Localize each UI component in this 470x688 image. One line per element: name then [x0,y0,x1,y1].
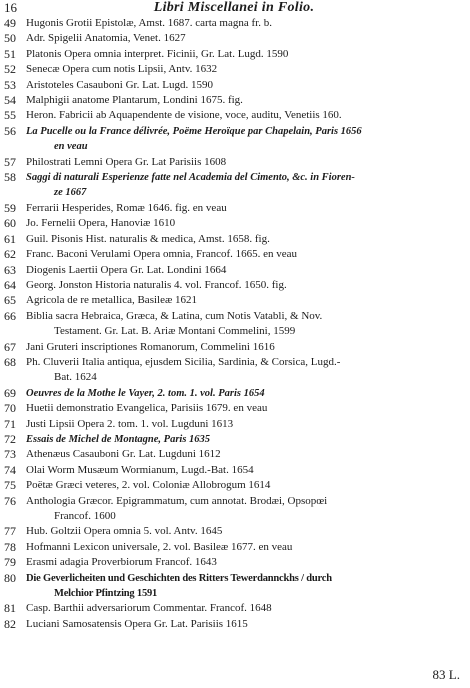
entry-text [26,263,466,278]
catalogue-entry [4,401,466,416]
entry-number: 64 [4,277,16,292]
entry-text [26,216,466,231]
entry-text [26,93,466,108]
catalogue-entry [4,293,466,308]
entry-number: 79 [4,555,16,570]
entry-line: Adr. Spigelii Anatomia, Venet. 1627 [26,32,186,45]
catalogue-entry [4,463,466,478]
entry-continuation-line: Melchior Pfintzing 1591 [54,588,158,600]
catalogue-entry [4,263,466,278]
entry-line: Heron. Fabricii ab Aquapendente de visione, voce, auditu, Venetiis 160. [26,109,342,122]
entry-number: 65 [4,293,16,308]
catalogue-entry [4,216,466,231]
entry-line: Huetii demonstratio Evangelica, Parisiis 1679. en veau [26,402,268,415]
entry-number: 57 [4,154,16,169]
entry-text [26,386,466,401]
entry-number: 80 [4,570,16,585]
catalogue-entry [4,108,466,123]
catalogue-entry [4,201,466,216]
entry-line: Athenæus Casauboni Gr. Lat. Lugduni 1612 [26,448,221,461]
catalogue-entry [4,47,466,62]
catalogue-entry [4,340,466,355]
entry-number: 60 [4,216,16,231]
entry-text [26,78,466,93]
entry-line: Platonis Opera omnia interpret. Ficinii, Gr. Lat. Lugd. 1590 [26,47,289,60]
entry-number: 53 [4,77,16,92]
entry-number: 74 [4,462,16,477]
entry-number: 67 [4,339,16,354]
entry-text [26,540,466,555]
entry-text [26,463,466,478]
entry-line: Erasmi adagia Proverbiorum Francof. 1643 [26,556,217,569]
entry-line: Oeuvres de la Mothe le Vayer, 2. tom. 1. vol. Paris 1654 [26,387,265,399]
entry-line: Essais de Michel de Montagne, Paris 1635 [26,433,211,445]
catalogue-entry [4,524,466,539]
catalogue-entry [4,447,466,462]
entry-number: 73 [4,447,16,462]
entry-continuation-line: Francof. 1600 [54,510,116,522]
catalogue-entry [4,571,466,602]
catalogue-entry [4,278,466,293]
catalogue-entry [4,170,466,201]
entry-text [26,278,466,293]
catalogue-entry [4,417,466,432]
entry-number: 56 [4,123,16,138]
entry-text [26,170,466,201]
entry-text [26,47,466,62]
entry-continuation-line: ze 1667 [54,187,87,199]
entry-text [26,494,466,525]
entry-line: Olai Worm Musæum Wormianum, Lugd.-Bat. 1654 [26,463,254,476]
catalogue-entry [4,155,466,170]
entry-number: 63 [4,262,16,277]
entry-line: Die Geverlicheiten und Geschichten des Ritters Tewerdannckhs / durch [26,572,332,584]
entry-line: Ferrarii Hesperides, Romæ 1646. fig. en veau [26,201,227,214]
catchword: 83 L. [432,667,460,682]
catalogue-entry [4,31,466,46]
entry-number: 50 [4,31,16,46]
catalogue-entry-list [4,16,466,632]
entry-number: 77 [4,524,16,539]
entry-line: Agricola de re metallica, Basileæ 1621 [26,294,198,307]
entry-text [26,247,466,262]
entry-text [26,571,466,602]
running-title: Libri Miscellanei in Folio. [153,0,315,15]
entry-line: Ph. Cluverii Italia antiqua, ejusdem Sicilia, Sardinia, & Corsica, Lugd.- [26,355,341,368]
catalogue-entry [4,16,466,31]
entry-number: 66 [4,308,16,323]
entry-text [26,62,466,77]
catalogue-entry [4,309,466,340]
catalogue-entry [4,617,466,632]
entry-text [26,617,466,632]
entry-line: Franc. Baconi Verulami Opera omnia, Francof. 1665. en veau [26,248,298,261]
catalogue-entry [4,232,466,247]
entry-number: 59 [4,200,16,215]
entry-line: Guil. Pisonis Hist. naturalis & medica, Amst. 1658. fig. [26,232,270,245]
entry-continuation-line: Bat. 1624 [54,371,97,384]
entry-line: Poëtæ Græci veteres, 2. vol. Coloniæ Allobrogum 1614 [26,479,271,492]
entry-continuation-line: Testament. Gr. Lat. B. Ariæ Montani Commelini, 1599 [54,325,296,338]
entry-number: 69 [4,385,16,400]
entry-line: Philostrati Lemni Opera Gr. Lat Parisiis 1608 [26,155,227,168]
entry-number: 49 [4,16,16,30]
entry-line: Biblia sacra Hebraica, Græca, & Latina, cum Notis Vatabli, & Nov. [26,309,323,322]
catalogue-entry [4,247,466,262]
catalogue-entry [4,540,466,555]
page-number: 16 [4,0,17,15]
entry-text [26,309,466,340]
entry-line: Jo. Fernelii Opera, Hanoviæ 1610 [26,217,176,230]
entry-line: Georg. Jonston Historia naturalis 4. vol. Francof. 1650. fig. [26,278,287,291]
entry-text [26,478,466,493]
catalogue-entry [4,124,466,155]
entry-number: 72 [4,431,16,446]
entry-number: 62 [4,247,16,262]
entry-line: Luciani Samosatensis Opera Gr. Lat. Parisiis 1615 [26,617,248,630]
entry-number: 75 [4,478,16,493]
entry-line: Justi Lipsii Opera 2. tom. 1. vol. Lugduni 1613 [26,417,234,430]
catalogue-entry [4,355,466,386]
entry-text [26,232,466,247]
entry-text [26,31,466,46]
entry-line: Malphigii anatome Plantarum, Londini 1675. fig. [26,94,243,107]
entry-text [26,108,466,123]
catalogue-entry [4,386,466,401]
entry-text [26,524,466,539]
entry-line: Saggi di naturali Esperienze fatte nel Academia del Cimento, &c. in Fioren- [26,172,355,184]
entry-text [26,601,466,616]
entry-number: 61 [4,231,16,246]
entry-line: Hofmanni Lexicon universale, 2. vol. Basileæ 1677. en veau [26,540,293,553]
entry-number: 58 [4,170,16,185]
entry-text [26,340,466,355]
entry-continuation-line: en veau [54,141,88,153]
entry-line: Aristoteles Casauboni Gr. Lat. Lugd. 1590 [26,78,213,91]
catalogue-entry [4,478,466,493]
entry-number: 81 [4,601,16,616]
catalogue-entry [4,62,466,77]
entry-line: La Pucelle ou la France délivrée, Poëme Heroïque par Chapelain, Paris 1656 [26,125,362,137]
entry-text [26,355,466,386]
entry-text [26,16,466,31]
entry-text [26,124,466,155]
entry-line: Senecæ Opera cum notis Lipsii, Antv. 1632 [26,63,218,76]
entry-number: 54 [4,93,16,108]
catalogue-entry [4,78,466,93]
entry-number: 55 [4,108,16,123]
catalogue-entry [4,494,466,525]
entry-line: Hugonis Grotii Epistolæ, Amst. 1687. carta magna fr. b. [26,17,272,29]
entry-text [26,293,466,308]
entry-line: Jani Gruteri inscriptiones Romanorum, Commelini 1616 [26,340,275,353]
entry-number: 71 [4,416,16,431]
entry-number: 51 [4,46,16,61]
catalogue-entry [4,555,466,570]
entry-text [26,401,466,416]
entry-line: Casp. Barthii adversariorum Commentar. Francof. 1648 [26,602,272,615]
entry-line: Hub. Goltzii Opera omnia 5. vol. Antv. 1645 [26,525,223,538]
entry-line: Diogenis Laertii Opera Gr. Lat. Londini 1664 [26,263,227,276]
entry-number: 82 [4,616,16,631]
entry-number: 70 [4,401,16,416]
entry-text [26,432,466,447]
entry-text [26,447,466,462]
entry-line: Anthologia Græcor. Epigrammatum, cum annotat. Brodæi, Opsopœi [26,494,328,507]
entry-text [26,155,466,170]
entry-number: 76 [4,493,16,508]
catalogue-entry [4,601,466,616]
catalogue-entry [4,93,466,108]
entry-text [26,417,466,432]
entry-number: 68 [4,354,16,369]
entry-text [26,201,466,216]
entry-number: 78 [4,539,16,554]
catalogue-entry [4,432,466,447]
entry-number: 52 [4,62,16,77]
entry-text [26,555,466,570]
page-header [4,0,464,16]
